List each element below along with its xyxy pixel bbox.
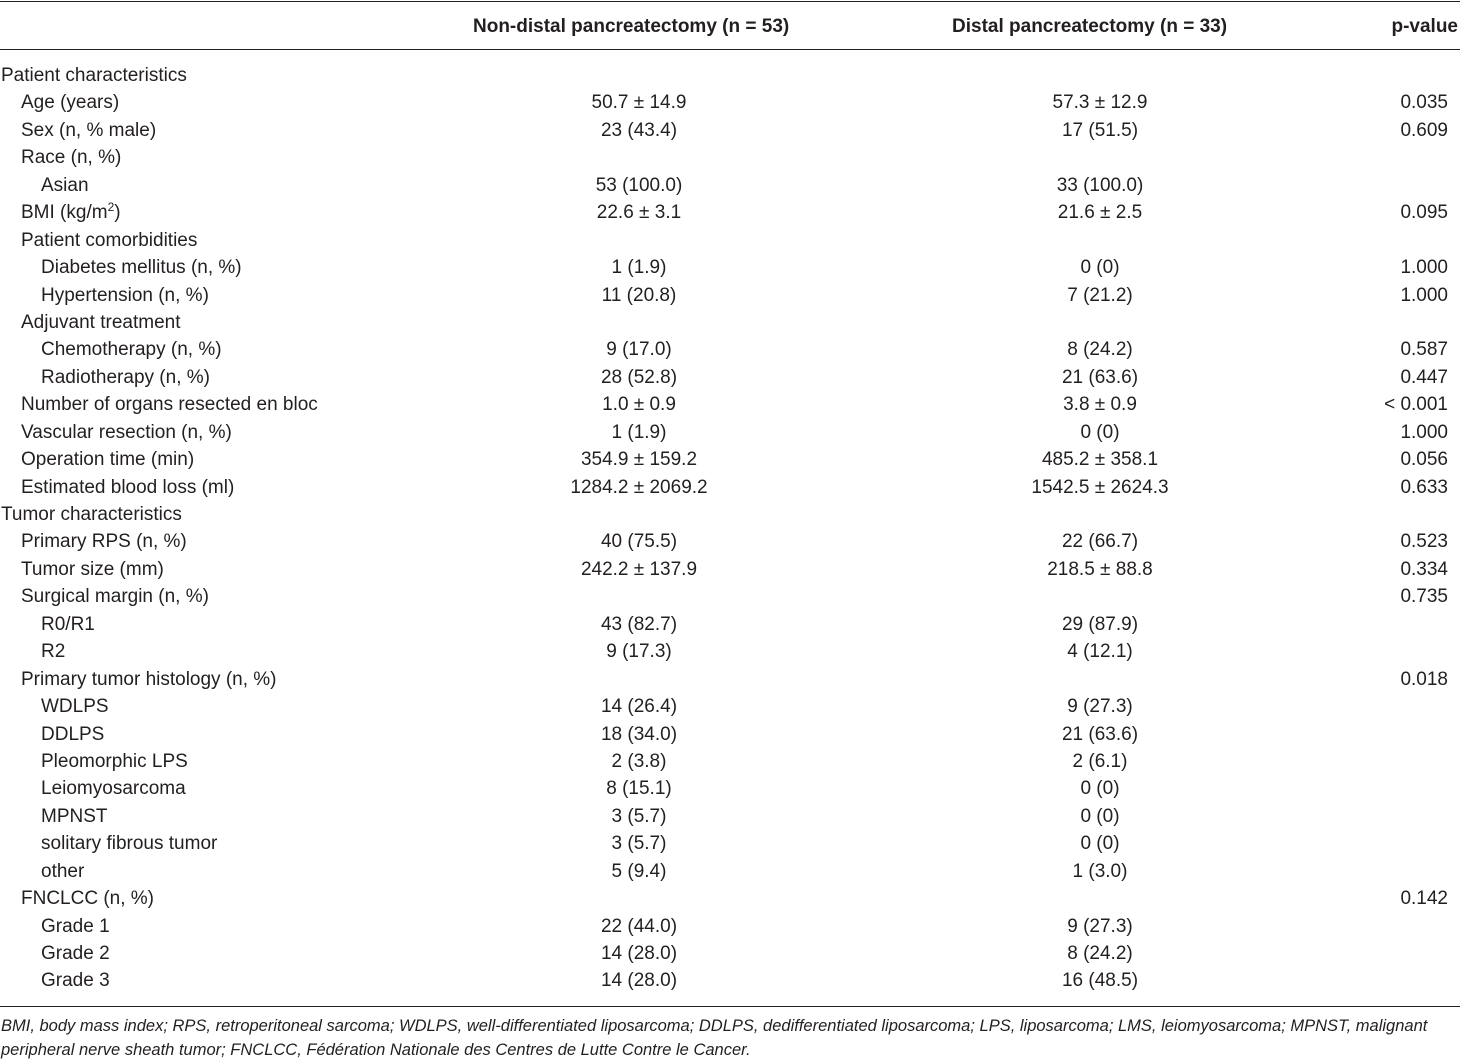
value-non-distal: 53 (100.0) [595,174,683,196]
row-label: R0/R1 [41,613,95,635]
value-p: 0.056 [1400,449,1448,471]
table-row [0,556,1460,583]
value-non-distal: 50.7 ± 14.9 [591,92,687,114]
value-non-distal: 1.0 ± 0.9 [602,394,676,416]
row-label: Number of organs resected en bloc [21,394,318,416]
table-row [0,885,1460,912]
table-row [0,748,1460,775]
value-p: 0.587 [1400,339,1448,361]
value-distal: 4 (12.1) [1067,641,1133,663]
section-heading: Patient characteristics [1,65,187,86]
row-label: Race (n, %) [21,147,122,169]
table-row [0,419,1460,446]
row-label: Chemotherapy (n, %) [41,339,222,361]
value-non-distal: 8 (15.1) [606,778,672,800]
value-distal: 8 (24.2) [1067,943,1133,964]
header-distal: Distal pancreatectomy (n = 33) [952,16,1228,37]
value-p: 0.609 [1400,119,1448,141]
value-non-distal: 354.9 ± 159.2 [580,449,698,471]
row-label: Age (years) [21,92,120,114]
row-label: Pleomorphic LPS [41,750,188,772]
row-label: Primary tumor histology (n, %) [21,668,277,690]
table-body [0,62,1460,995]
table-row [0,309,1460,336]
value-p: 0.447 [1400,366,1448,388]
row-label: Leiomyosarcoma [41,778,186,800]
table-row [0,172,1460,199]
table-header [0,2,1460,49]
value-distal: 21.6 ± 2.5 [1057,202,1143,224]
value-non-distal: 22 (44.0) [600,915,678,937]
value-non-distal: 242.2 ± 137.9 [580,558,698,580]
row-label: Radiotherapy (n, %) [41,366,210,388]
value-non-distal: 2 (3.8) [611,750,667,772]
value-p: 1.000 [1400,257,1448,279]
value-distal: 21 (63.6) [1061,723,1139,745]
row-label: other [41,860,85,882]
table-row [0,446,1460,473]
value-distal: 22 (66.7) [1061,531,1139,553]
value-p: 0.035 [1400,92,1448,114]
table-footnote: BMI, body mass index; RPS, retroperitoneal sarcoma; WDLPS, well-differentiated liposarcoma; DDLPS, dedifferentiated liposarcoma; LPS, liposarcoma; LMS, leiomyosarcoma; MPNST, malignant peripheral nerve sheath tumor; FNCLCC, Fédération Nationale des Centres de Lutte Contre le Cancer. [1,1017,1428,1059]
table-row [0,830,1460,857]
value-distal: 9 (27.3) [1067,915,1133,937]
table-row [0,803,1460,830]
table-row [0,611,1460,638]
value-non-distal: 22.6 ± 3.1 [596,202,682,224]
row-label: WDLPS [41,696,109,718]
table-row [0,336,1460,363]
value-distal: 0 (0) [1080,833,1120,855]
row-label: Adjuvant treatment [21,311,181,333]
value-distal: 33 (100.0) [1056,174,1144,196]
value-distal: 218.5 ± 88.8 [1047,558,1153,580]
value-non-distal: 5 (9.4) [611,860,667,882]
table-row [0,666,1460,693]
row-label: FNCLCC (n, %) [21,888,155,910]
value-p: 0.633 [1400,476,1448,498]
value-non-distal: 9 (17.3) [606,641,672,663]
value-distal: 3.8 ± 0.9 [1063,394,1137,416]
value-distal: 0 (0) [1080,421,1120,443]
row-label: R2 [41,641,66,663]
value-distal: 16 (48.5) [1061,970,1139,992]
value-p: < 0.001 [1384,394,1448,416]
value-non-distal: 11 (20.8) [601,284,677,306]
row-label: DDLPS [41,723,105,745]
table-row [0,254,1460,281]
row-label: Primary RPS (n, %) [21,531,187,553]
table-row [0,501,1460,528]
table-row [0,391,1460,418]
value-non-distal: 23 (43.4) [600,119,678,141]
value-non-distal: 14 (28.0) [600,943,678,964]
table-row [0,913,1460,940]
value-non-distal: 14 (26.4) [600,696,678,718]
table-row [0,144,1460,171]
value-distal: 29 (87.9) [1061,613,1139,635]
value-distal: 8 (24.2) [1067,339,1133,361]
row-label: Tumor size (mm) [21,558,164,580]
table-row [0,967,1460,994]
table-row [0,89,1460,116]
value-p: 1.000 [1400,284,1448,306]
table-row [0,693,1460,720]
row-label: Patient comorbidities [21,229,198,251]
row-label: Grade 1 [41,915,110,937]
table-row [0,940,1460,967]
value-non-distal: 9 (17.0) [606,339,672,361]
value-non-distal: 1 (1.9) [611,257,667,279]
header-rule [0,49,1460,50]
value-distal: 0 (0) [1080,778,1120,800]
value-distal: 7 (21.2) [1067,284,1133,306]
value-distal: 2 (6.1) [1072,750,1128,772]
row-label: BMI $(kg/m^2)$ [21,200,121,224]
value-p: 0.095 [1400,202,1448,224]
value-non-distal: 28 (52.8) [600,366,678,388]
value-distal: 0 (0) [1080,257,1120,279]
value-non-distal: 14 (28.0) [600,970,678,992]
value-non-distal: 1 (1.9) [611,421,667,443]
header-p-value: p-value [1391,16,1458,37]
value-p: 0.735 [1400,586,1448,608]
value-distal: 1542.5 ± 2624.3 [1031,476,1169,498]
table-row [0,474,1460,501]
row-label: Operation time (min) [21,449,195,471]
value-distal: 485.2 ± 358.1 [1041,449,1159,471]
table-row [0,62,1460,89]
value-distal: 57.3 ± 12.9 [1052,92,1148,114]
row-label: Diabetes mellitus (n, %) [41,257,242,279]
value-distal: 0 (0) [1080,805,1120,827]
row-label: solitary fibrous tumor [41,833,218,855]
table-row [0,721,1460,748]
table-row [0,117,1460,144]
table-row [0,199,1460,226]
table-row [0,775,1460,802]
row-label: Grade 3 [41,970,110,992]
row-label: MPNST [41,805,108,827]
value-distal: 1 (3.0) [1072,860,1128,882]
value-p: 1.000 [1400,421,1448,443]
value-distal: 9 (27.3) [1067,696,1133,718]
row-label: Vascular resection (n, %) [21,421,232,443]
value-non-distal: 40 (75.5) [600,531,678,553]
table-row [0,282,1460,309]
header-non-distal: Non-distal pancreatectomy (n = 53) [473,16,790,37]
table-row [0,364,1460,391]
value-distal: 17 (51.5) [1061,119,1139,141]
row-label: Surgical margin (n, %) [21,586,209,608]
value-p: 0.523 [1400,531,1448,553]
row-label: Sex (n, % male) [21,119,157,141]
row-label: Asian [41,174,89,196]
row-label: Hypertension (n, %) [41,284,209,306]
table-row [0,638,1460,665]
table-row [0,858,1460,885]
section-heading: Tumor characteristics [1,504,182,525]
value-non-distal: 43 (82.7) [600,613,678,635]
bottom-rule [0,1006,1460,1007]
value-non-distal: 3 (5.7) [611,833,667,855]
value-non-distal: 1284.2 ± 2069.2 [570,476,708,498]
value-p: 0.142 [1400,888,1448,910]
value-non-distal: 3 (5.7) [611,805,667,827]
row-label: Estimated blood loss (ml) [21,476,235,498]
value-p: 0.018 [1400,668,1448,690]
table-row [0,227,1460,254]
value-distal: 21 (63.6) [1061,366,1139,388]
value-p: 0.334 [1400,558,1448,580]
table-row [0,528,1460,555]
table-row [0,583,1460,610]
row-label: Grade 2 [41,943,110,964]
value-non-distal: 18 (34.0) [600,723,678,745]
